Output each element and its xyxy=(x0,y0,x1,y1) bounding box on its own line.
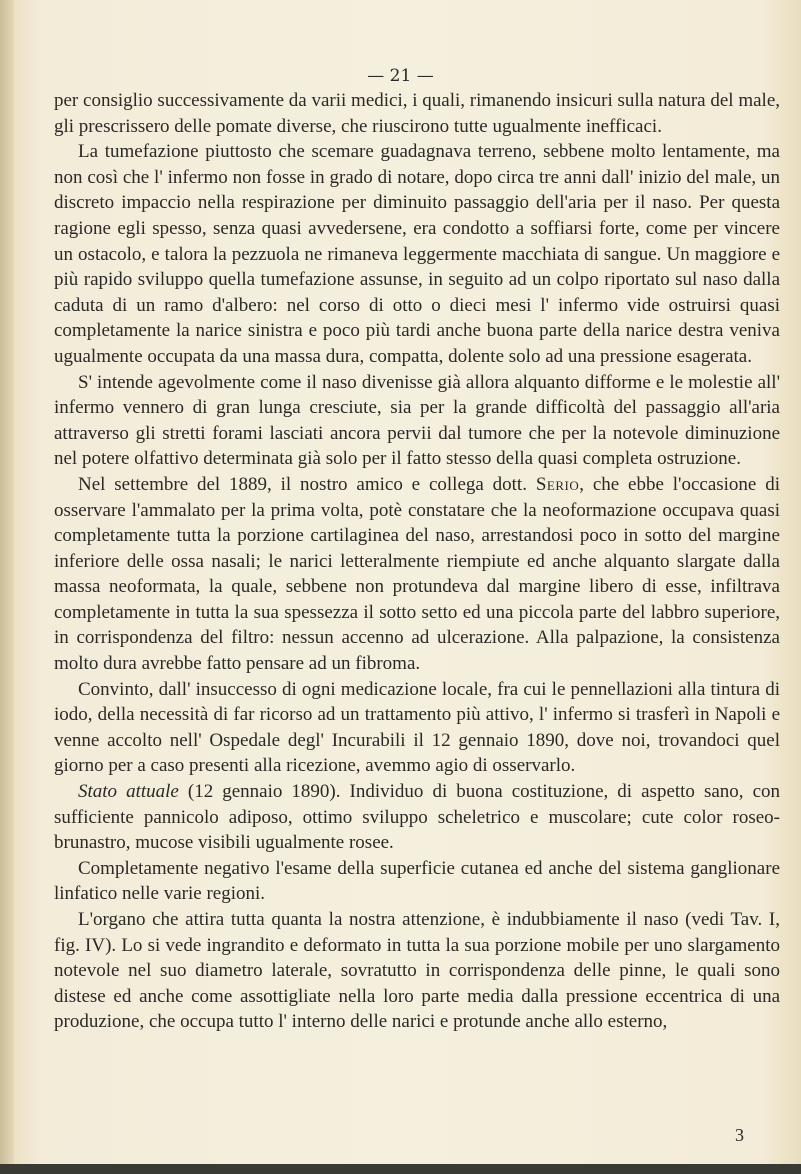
paragraph-1: per consiglio successivamente da varii medici, i quali, rimanendo insicuri sulla natura del male, gli prescrissero delle pomate diverse, che riuscirono tutte ugualmente inefficaci. xyxy=(54,90,780,137)
section-lead: Stato attuale xyxy=(78,781,179,803)
book-spine-shadow xyxy=(0,0,14,1174)
paragraph-6 xyxy=(54,779,780,856)
paragraph-4-start: Nel settembre del 1889, il nostro amico e collega dott. xyxy=(78,473,536,495)
page-body xyxy=(54,88,780,1035)
signature-mark: 3 xyxy=(735,1125,744,1145)
paragraph-4-rest: , che ebbe l'occasione di osservare l'ammalato per la prima volta, potè constatare che la neoformazione occupava quasi completamente tutta la porzione cartilaginea del naso, arrestandosi poco in sotto del margine inferiore delle ossa nasali; le narici letteralmente riempiute ed anche alquanto slargate dalla massa neoformata, la quale, sebbene non protundeva dal margine libero di esse, infiltrava completamente in tutta la sua spessezza il sotto setto ed una piccola parte del labbro superiore, in corrispondenza del filtro: nessun accenno ad ulcerazione. Alla palpazione, la consistenza molto dura avrebbe fatto pensare ad un fibroma. xyxy=(54,473,780,675)
paragraph-7: Completamente negativo l'esame della superficie cutanea ed anche del sistema ganglionare linfatico nelle varie regioni. xyxy=(54,857,780,905)
page-number: — 21 — xyxy=(367,66,434,86)
paragraph-5: Convinto, dall' insuccesso di ogni medicazione locale, fra cui le pennellazioni alla tintura di iodo, della necessità di far ricorso ad un trattamento più attivo, l' infermo si trasferì in Napoli e venne accolto nell' Ospedale degl' Incurabili il 12 gennaio 1890, dove noi, trovandoci quel giorno per a caso presenti alla ricezione, avemmo agio di osservarlo. xyxy=(54,678,780,777)
paragraph-3: S' intende agevolmente come il naso divenisse già allora alquanto difforme e le molestie all' infermo vennero di gran lunga cresciute, sia per la grande difficoltà del passaggio all'aria attraverso gli stretti forami lasciati ancora pervii dal tumore che per la notevole diminuzione nel potere olfattivo determinata già solo per il fatto stesso della quasi completa ostruzione. xyxy=(54,371,780,470)
paragraph-6-text: (12 gennaio 1890). Individuo di buona costituzione, di aspetto sano, con sufficiente pannicolo adiposo, ottimo sviluppo scheletrico e muscolare; cute color roseo-brunastro, mucose visibili ugualmente rosee. xyxy=(54,781,781,854)
paragraph-2: La tumefazione piuttosto che scemare guadagnava terreno, sebbene molto lentamente, ma non così che l' infermo non fosse in grado di notare, dopo circa tre anni dall' inizio del male, un discreto impaccio nella respirazione per diminuito passaggio dell'aria per il naso. Per questa ragione egli spesso, senza quasi avvedersene, era condotto a soffiarsi forte, come per vincere un ostacolo, e talora la pezzuola ne rimaneva leggermente macchiata di sangue. Un maggiore e più rapido sviluppo quella tumefazione assunse, in seguito ad un colpo riportato sul naso dalla caduta di un ramo d'albero: nel corso di otto o dieci mesi l' infermo vide ostruirsi quasi completamente la narice sinistra e poco più tardi anche buona parte della narice destra veniva ugualmente occupata da una massa dura, compatta, dolente solo ad una pressione esagerata. xyxy=(54,141,780,367)
paragraph-4 xyxy=(54,472,780,677)
page-bottom-edge xyxy=(0,1164,801,1174)
paragraph-8: L'organo che attira tutta quanta la nostra attenzione, è indubbiamente il naso (vedi Tav. I, fig. IV). Lo si vede ingrandito e deformato in tutta la sua porzione mobile per uno slargamento notevole nel suo diametro laterale, sovratutto in corrispondenza delle pinne, le quali sono distese ed anche come assottigliate nella loro parte media dalla pressione eccentrica di una produzione, che occupa tutto l' interno delle narici e protunde anche allo esterno, xyxy=(54,909,780,1033)
person-name: Serio xyxy=(535,473,580,495)
